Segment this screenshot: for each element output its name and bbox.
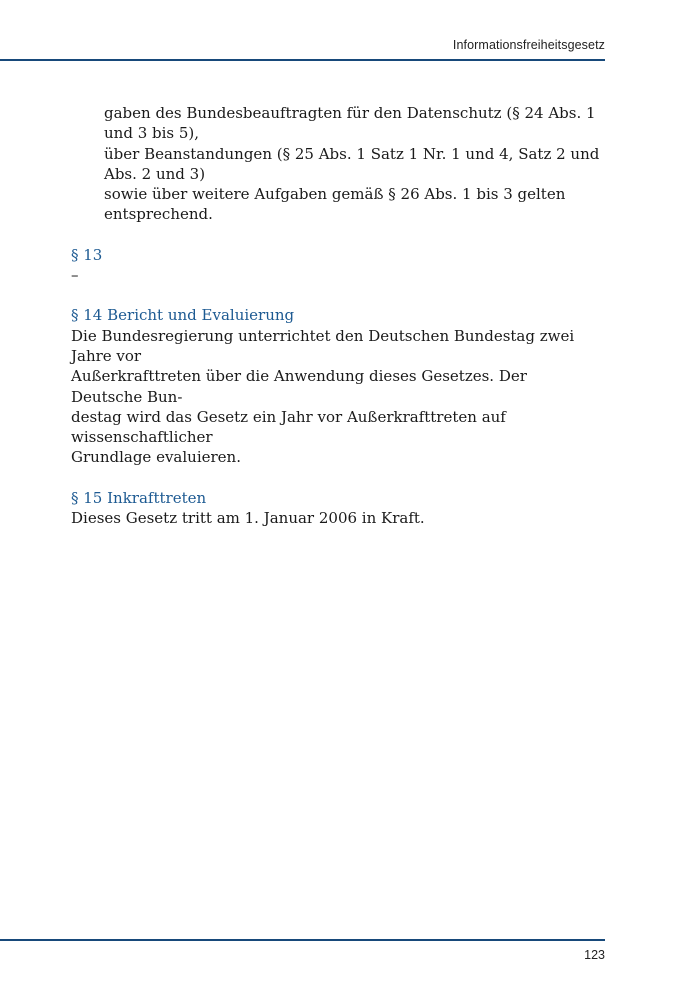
section-body-line: Außerkrafttreten über die Anwendung dieses Gesetzes. Der Deutsche Bun- (71, 367, 527, 406)
section-heading: § 14 Bericht und Evaluierung (71, 306, 295, 325)
section-body-line: Die Bundesregierung unterrichtet den Deutschen Bundestag zwei Jahre vor (71, 326, 575, 365)
header-rule (0, 59, 605, 61)
section-14 (71, 305, 601, 467)
text-line: sowie über weitere Aufgaben gemäß § 26 Abs. 1 bis 3 gelten entsprechend. (104, 185, 566, 224)
section-body-line: Grundlage evaluieren. (71, 448, 241, 467)
section-body-line: destag wird das Gesetz ein Jahr vor Außerkrafttreten auf wissenschaftlicher (71, 407, 506, 447)
section-13 (71, 245, 601, 286)
section-15 (71, 488, 601, 529)
section-body-line: – (71, 266, 79, 285)
continuation-paragraph (71, 103, 601, 225)
section-body-line: Dieses Gesetz tritt am 1. Januar 2006 in Kraft. (71, 509, 425, 528)
section-heading: § 15 Inkrafttreten (71, 488, 207, 507)
running-header-title: Informationsfreiheitsgesetz (452, 38, 605, 52)
text-line: gaben des Bundesbeauftragten für den Datenschutz (§ 24 Abs. 1 und 3 bis 5), (104, 104, 596, 143)
section-heading: § 13 (71, 245, 103, 264)
footer-rule (0, 939, 605, 941)
text-line: über Beanstandungen (§ 25 Abs. 1 Satz 1 Nr. 1 und 4, Satz 2 und Abs. 2 und 3) (104, 144, 600, 183)
page-content (71, 103, 601, 528)
page-number: 123 (584, 948, 605, 962)
